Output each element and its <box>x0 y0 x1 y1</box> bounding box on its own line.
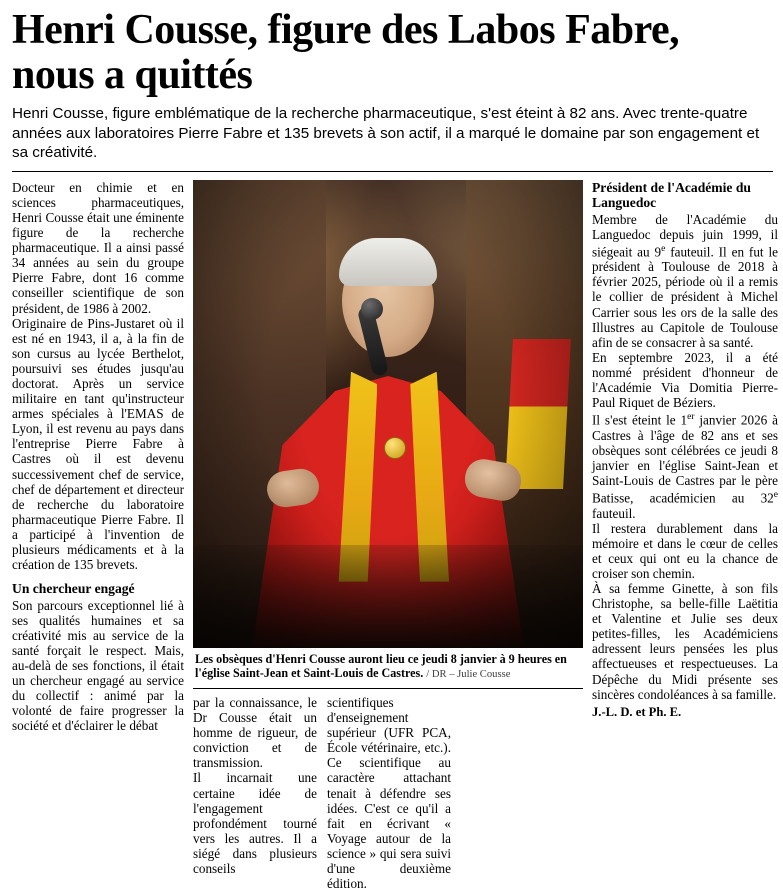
photo-credit: / DR – Julie Cousse <box>426 668 511 680</box>
column-center <box>193 180 583 891</box>
lower-col-3 <box>461 695 585 891</box>
lower-col-1: par la connaissance, le Dr Cousse était un homme de rigueur, de conviction et de transmission. Il incarnait une certaine idée de l'engagement profondément tourné vers les autres. Il a siégé dans plusieurs conseils <box>193 694 317 876</box>
left-col-paragraph-2: Originaire de Pins-Justaret où il est né en 1943, il a, à la fin de son cursus au lycée Berthelot, poursuivi ses études jusqu'au doctorat. Après un service militaire en tant qu'instructeur armes spéciales à l'EMAS de Lyon, il est revenu au pays dans l'entreprise Pierre Fabre à Castres où il est devenu successivement chef de service, chef de département et directeur de recherche du laboratoire pharmaceutique Pierre Fabre. Il a participé à l'invention de plusieurs médicaments et à la création de 135 brevets. <box>12 315 184 573</box>
photo-caption-text: Les obsèques d'Henri Cousse auront lieu ce jeudi 8 janvier à 9 heures en l'église Saint-Jean et Saint-Louis de Castres. <box>195 651 567 680</box>
article-signature: J.-L. D. et Ph. E. <box>592 704 682 719</box>
column-left <box>12 180 184 734</box>
article-photo <box>193 180 583 648</box>
lower-columns <box>193 695 583 891</box>
standfirst: Henri Cousse, figure emblématique de la recherche pharmaceutique, s'est éteint à 82 ans. Avec trente-quatre années aux laboratoires Pierre Fabre et 135 brevets à son actif, il a marqué le domaine par son engagement et sa créativité. <box>12 105 760 162</box>
right-col-paragraph-3: Il s'est éteint le 1er janvier 2026 à Castres à l'âge de 82 ans et ses obsèques sont célébrées ce jeudi 8 janvier en l'église Saint-Jean et Saint-Louis de Castres par le père Batisse, académicien au 32e fauteuil. <box>592 412 778 521</box>
photo-caption <box>193 648 583 682</box>
subhead-chercheur-engage: Un chercheur engagé <box>12 581 135 597</box>
photo-vignette <box>193 180 583 648</box>
lower-col-2: scientifiques d'enseignement supérieur (UFR PCA, École vétérinaire, etc.). Ce scientifique au caractère attachant tenait à défendre ses idées. C'est ce qu'il a fait en écrivant « Voyage autour de la science » qui sera suivi d'une deuxième édition. <box>327 694 451 891</box>
header-divider <box>12 171 773 172</box>
photo-block <box>193 180 583 682</box>
photo-divider <box>193 688 583 689</box>
column-right <box>592 180 778 720</box>
body-columns <box>12 179 778 891</box>
page-title: Henri Cousse, figure des Labos Fabre, nous a quittés <box>12 7 680 98</box>
left-col-paragraph-1: Docteur en chimie et en sciences pharmaceutiques, Henri Cousse était une éminente figure de la recherche pharmaceutique. Il a ainsi passé 34 années au sein du groupe Pierre Fabre, dont 16 comme conseiller scientifique de son président, de 1986 à 2002. <box>12 179 184 316</box>
left-col-paragraph-3: Son parcours exceptionnel lié à ses qualités humaines et sa créativité mis au service de la santé forçait le respect. Mais, au-delà de ses fonctions, il était un chercheur engagé au service du collectif : animé par la volonté de faire progresser la société et d'éclairer le débat <box>12 597 184 734</box>
right-col-paragraph-5: À sa femme Ginette, à son fils Christophe, sa belle-fille Laëtitia et Valentine et Julie ses deux petites-filles, les Académiciens adressent leurs pensées les plus affectueuses et respectueuses. La Dépêche du Midi présente ses sincères condoléances à sa famille. <box>592 581 778 702</box>
right-col-paragraph-2: En septembre 2023, il a été nommé président d'honneur de l'Académie Via Domitia Pierre-Paul Riquet de Béziers. <box>592 349 778 411</box>
subhead-president-academie: Président de l'Académie du Languedoc <box>592 179 751 211</box>
right-col-paragraph-1: Membre de l'Académie du Languedoc depuis juin 1999, il siégeait au 9e fauteuil. Il en fut le président à Toulouse de 2018 à février 2025, période où il a remis le collier de président à Michel Carrier sous les ors de la salle des Illustres au Capitole de Toulouse afin de se consacrer à sa santé. <box>592 211 778 350</box>
right-col-paragraph-4: Il restera durablement dans la mémoire et dans le cœur de celles et ceux qui ont eu la chance de croiser son chemin. <box>592 520 778 581</box>
